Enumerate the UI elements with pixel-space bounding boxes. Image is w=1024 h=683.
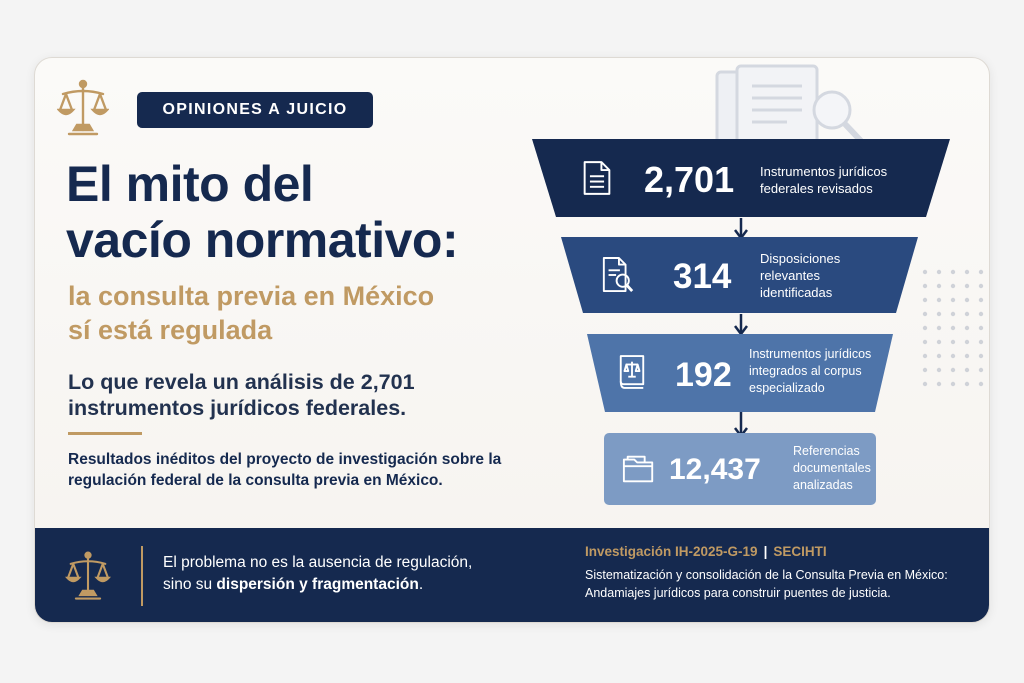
funnel-stage-4 <box>604 433 876 505</box>
funnel-stage-1-label <box>760 163 920 197</box>
funnel-stage-3 <box>587 334 893 412</box>
project-title <box>585 566 985 602</box>
description: Resultados inéditos del proyecto de investigación sobre la regulación federal de la consulta previa en México. <box>68 451 502 489</box>
footer-message-suffix: . <box>418 576 424 593</box>
funnel-stage-2-label-line-3: identificadas <box>760 285 833 300</box>
footer-bar <box>35 528 990 623</box>
funnel-stage-1-label-line-2: federales revisados <box>760 181 873 196</box>
funnel-stage-2-label <box>760 250 900 301</box>
funnel-stage-2-value: 314 <box>673 257 732 296</box>
document-search-icon <box>601 255 635 295</box>
law-book-icon <box>617 352 647 392</box>
subtitle-line-1: la consulta previa en México <box>68 281 435 311</box>
funnel-stage-1-label-line-1: Instrumentos jurídicos <box>760 164 888 179</box>
project-title-line-1: Sistematización y consolidación de la Consulta Previa en México: <box>585 568 948 582</box>
lead-line-1: Lo que revela un análisis de 2,701 <box>68 370 415 394</box>
footer-message-emphasis: dispersión y fragmentación <box>216 576 419 593</box>
title-line-1: El mito del <box>66 156 314 212</box>
folder-icon <box>622 453 656 485</box>
funnel-stage-3-label-line-2: integrados al corpus <box>749 364 862 378</box>
document-icon <box>582 159 612 197</box>
footer-message-line-1: El problema no es la ausencia de regulación, <box>163 554 473 571</box>
funnel-stage-4-value: 12,437 <box>669 453 761 486</box>
research-reference <box>585 544 985 559</box>
project-title-line-2: Andamiajes jurídicos para construir puentes de justicia. <box>585 586 891 600</box>
funnel-stage-2 <box>561 237 918 313</box>
infographic-card <box>34 57 990 623</box>
title-line-2: vacío normativo: <box>66 212 459 268</box>
funnel-stage-4-label <box>793 443 903 494</box>
funnel-stage-4-label-line-1: Referencias <box>793 444 860 458</box>
lead-line-2: instrumentos jurídicos federales. <box>68 396 407 420</box>
funnel-stage-3-label <box>749 346 899 397</box>
funnel-stage-4-label-line-2: documentales <box>793 461 871 475</box>
section-tag: OPINIONES A JUICIO <box>137 92 373 128</box>
funnel-stage-4-label-line-3: analizadas <box>793 478 853 492</box>
institution-name: SECIHTI <box>773 544 827 559</box>
scales-of-justice-icon <box>65 550 111 602</box>
footer-message-line-2 <box>163 574 503 596</box>
funnel-chart <box>35 58 990 528</box>
subtitle-line-2: sí está regulada <box>68 315 273 345</box>
funnel-stage-2-label-line-2: relevantes <box>760 268 820 283</box>
funnel-stage-1 <box>532 139 950 217</box>
funnel-stage-1-value: 2,701 <box>644 159 735 200</box>
funnel-stage-3-label-line-1: Instrumentos jurídicos <box>749 347 872 361</box>
reference-separator: | <box>763 544 768 559</box>
footer-message <box>163 552 503 596</box>
footer-message-prefix: sino su <box>163 576 217 593</box>
funnel-stage-3-value: 192 <box>675 356 732 394</box>
funnel-stage-2-label-line-1: Disposiciones <box>760 251 841 266</box>
research-id: Investigación IH-2025-G-19 <box>585 544 758 559</box>
arrow-down-icon <box>734 314 748 336</box>
funnel-stage-3-label-line-3: especializado <box>749 381 825 395</box>
footer-divider <box>141 546 143 606</box>
